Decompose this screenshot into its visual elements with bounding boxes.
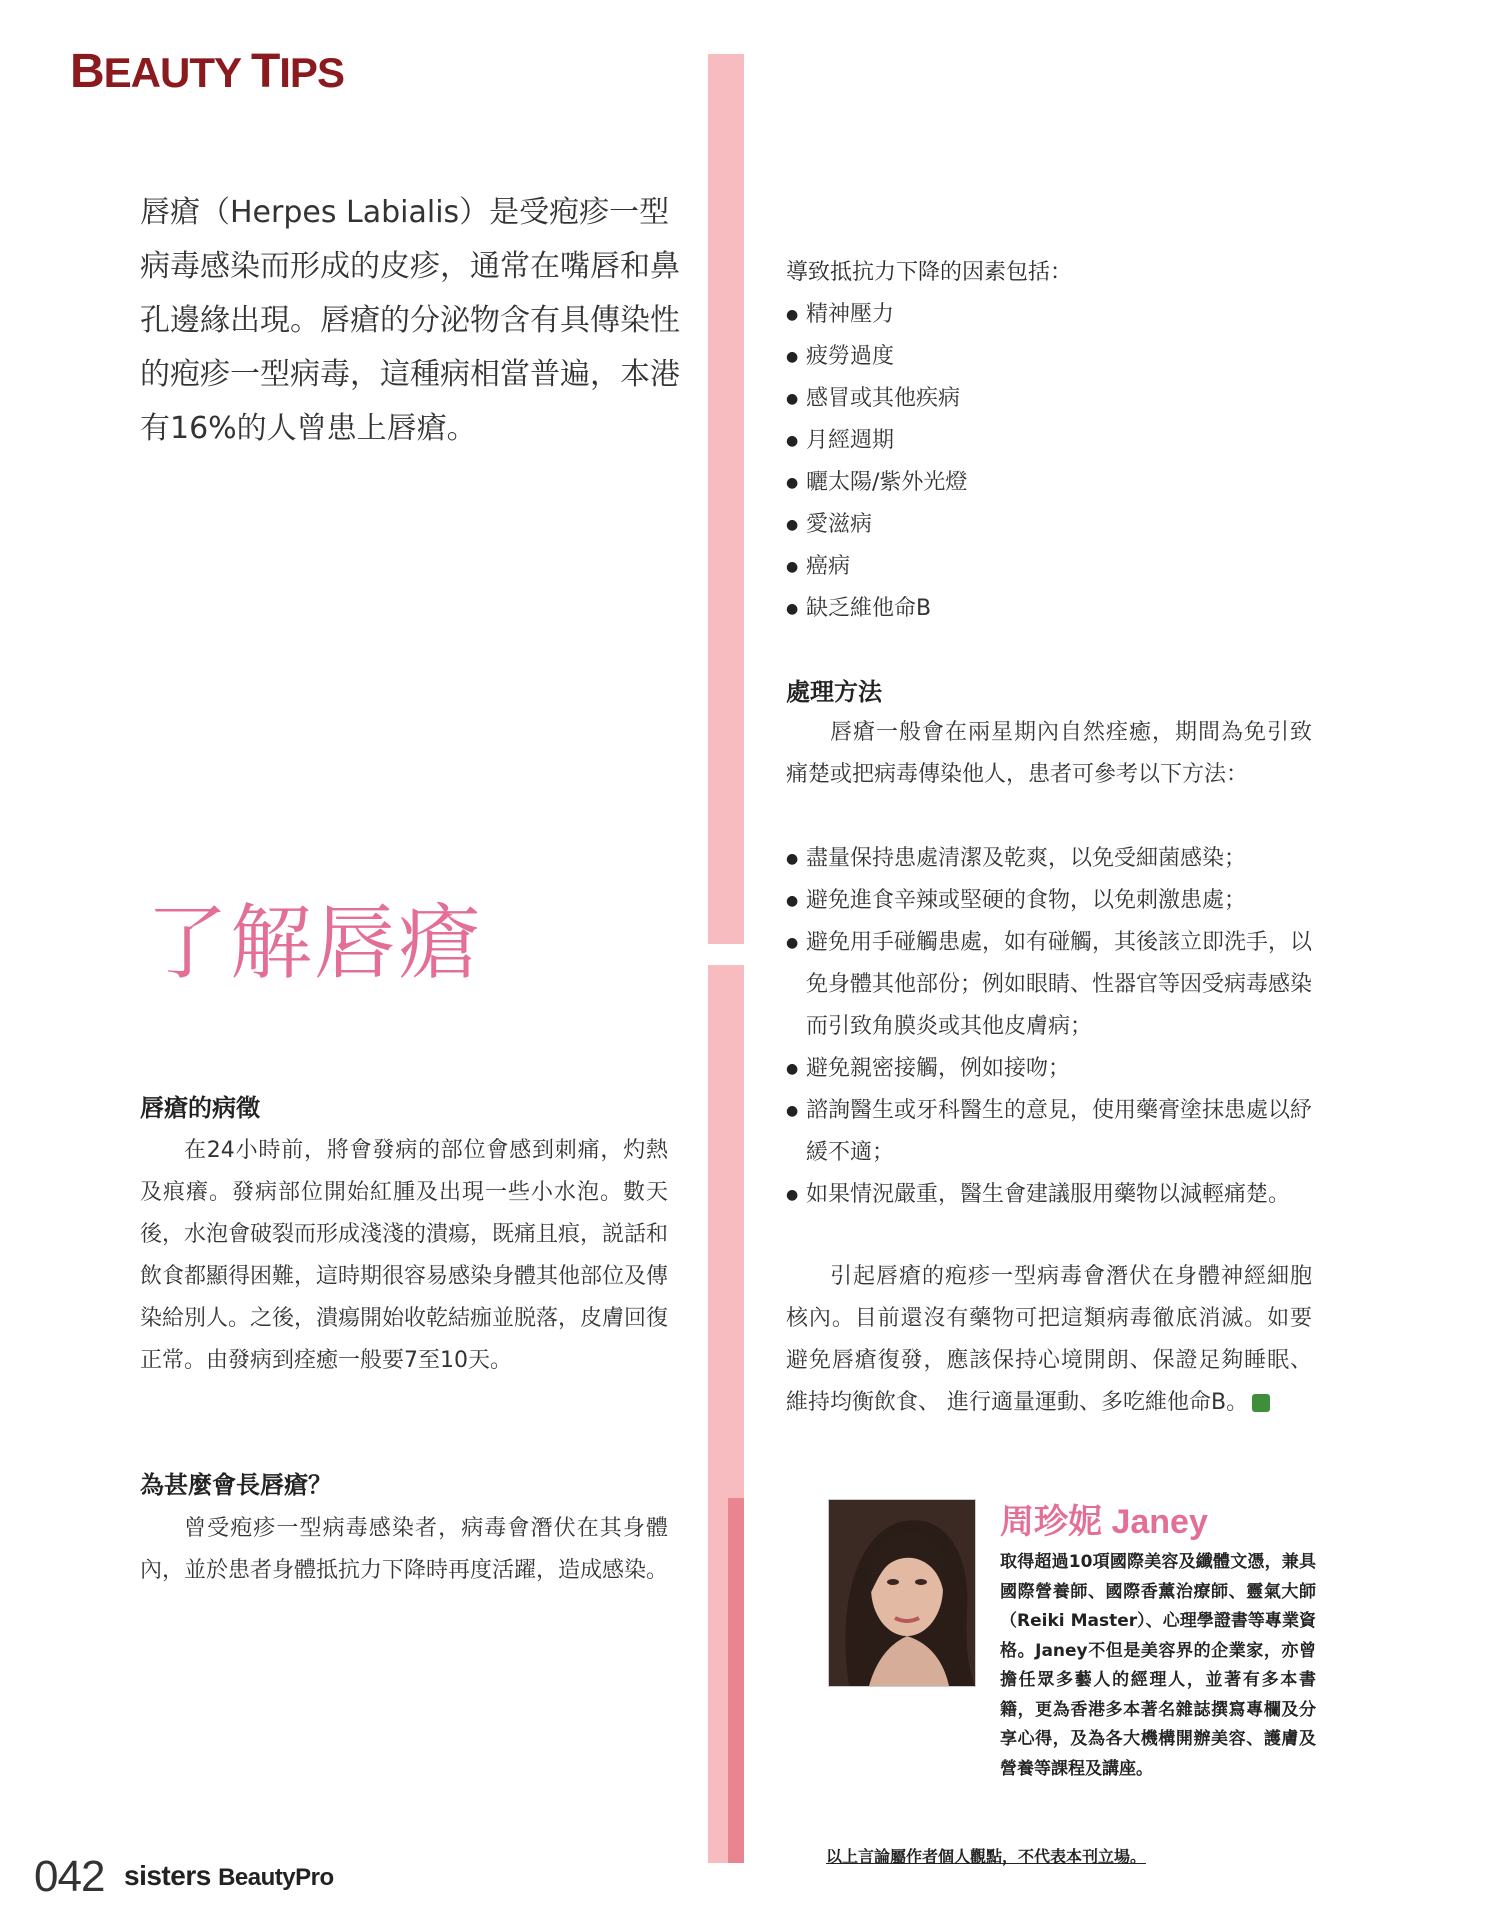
- list-item: ● 精神壓力: [786, 294, 1326, 336]
- author-name: 周珍妮 Janey: [1000, 1503, 1208, 1541]
- list-item: ● 月經週期: [786, 420, 1326, 462]
- magazine-logo: sisters: [124, 1860, 211, 1891]
- list-item: ● 避免進食辛辣或堅硬的食物，以免刺激患處；: [786, 880, 1312, 922]
- magazine-subtitle: BeautyPro: [218, 1864, 334, 1891]
- list-item: ● 避免親密接觸，例如接吻；: [786, 1048, 1312, 1090]
- list-item: ● 如果情況嚴重，醫生會建議服用藥物以減輕痛楚。: [786, 1174, 1312, 1216]
- list-item: ● 感冒或其他疾病: [786, 378, 1326, 420]
- divider-accent: [728, 1498, 744, 1863]
- list-item: ● 疲勞過度: [786, 336, 1326, 378]
- list-item: ● 愛滋病: [786, 504, 1326, 546]
- list-item: ● 諮詢醫生或牙科醫生的意見，使用藥膏塗抹患處以紓緩不適；: [786, 1090, 1312, 1174]
- section-label: BEAUTY TIPS: [70, 45, 344, 98]
- treatment-list: [786, 838, 1312, 1216]
- symptoms-body: 在24小時前，將會發病的部位會感到刺痛，灼熱及痕癢。發病部位開始紅腫及出現一些小水泡。數天後，水泡會破裂而形成淺淺的潰瘍，既痛且痕，説話和飲食都顯得困難，這時期很容易感染身體其他部位及傳染給別人。之後，潰瘍開始收乾結痂並脱落，皮膚回復正常。由發病到痊癒一般要7至10天。: [140, 1138, 669, 1373]
- divider-bar-top: [708, 54, 744, 944]
- factors-list: [786, 294, 1326, 630]
- treatment-heading: 處理方法: [786, 677, 882, 706]
- disclaimer: 以上言論屬作者個人觀點，不代表本刊立場。: [826, 1847, 1147, 1866]
- author-bio: 取得超過10項國際美容及纖體文憑，兼具國際營養師、國際香薰治療師、靈氣大師（Reiki Master）、心理學證書等專業資格。Janey不但是美容界的企業家，亦曾擔任眾多藝人的經理人，並著有多本書籍，更為香港多本著名雜誌撰寫專欄及分享心得，及為各大機構開辦美容、護膚及營養等課程及講座。: [1000, 1552, 1316, 1779]
- magazine-name: [124, 1860, 334, 1892]
- list-item: ● 盡量保持患處清潔及乾爽，以免受細菌感染；: [786, 838, 1312, 880]
- why-body: 曾受疱疹一型病毒感染者，病毒會潛伏在其身體內，並於患者身體抵抗力下降時再度活躍，造成感染。: [140, 1516, 669, 1583]
- why-heading: 為甚麼會長唇瘡？: [140, 1470, 332, 1499]
- portrait-image: [829, 1500, 975, 1686]
- treatment-body: 唇瘡一般會在兩星期內自然痊癒，期間為免引致痛楚或把病毒傳染他人，患者可參考以下方法：: [786, 720, 1312, 787]
- article-title: 了解唇瘡: [146, 896, 483, 991]
- list-item: ● 癌病: [786, 546, 1326, 588]
- factors-intro: 導致抵抗力下降的因素包括：: [786, 260, 1073, 285]
- author-photo: [829, 1500, 975, 1686]
- page-number: 042: [34, 1852, 105, 1901]
- closing-text: 引起唇瘡的疱疹一型病毒會潛伏在身體神經細胞核內。目前還沒有藥物可把這類病毒徹底消滅。如要避免唇瘡復發，應該保持心境開朗、保證足夠睡眠、維持均衡飲食、 進行適量運動、多吃維他命B。: [786, 1264, 1312, 1415]
- list-item: ● 曬太陽/紫外光燈: [786, 462, 1326, 504]
- symptoms-heading: 唇瘡的病徵: [140, 1093, 260, 1122]
- closing-paragraph: [786, 1256, 1312, 1424]
- end-mark-icon: S: [1252, 1394, 1270, 1412]
- list-item: ● 避免用手碰觸患處，如有碰觸，其後該立即洗手，以免身體其他部份；例如眼睛、性器官等因受病毒感染而引致角膜炎或其他皮膚病；: [786, 922, 1312, 1048]
- list-item: ● 缺乏維他命B: [786, 588, 1326, 630]
- intro-paragraph: 唇瘡（Herpes Labialis）是受疱疹一型病毒感染而形成的皮疹，通常在嘴唇和鼻孔邊緣出現。唇瘡的分泌物含有具傳染性的疱疹一型病毒，這種病相當普遍，本港有16%的人曾患上唇瘡。: [140, 195, 680, 446]
